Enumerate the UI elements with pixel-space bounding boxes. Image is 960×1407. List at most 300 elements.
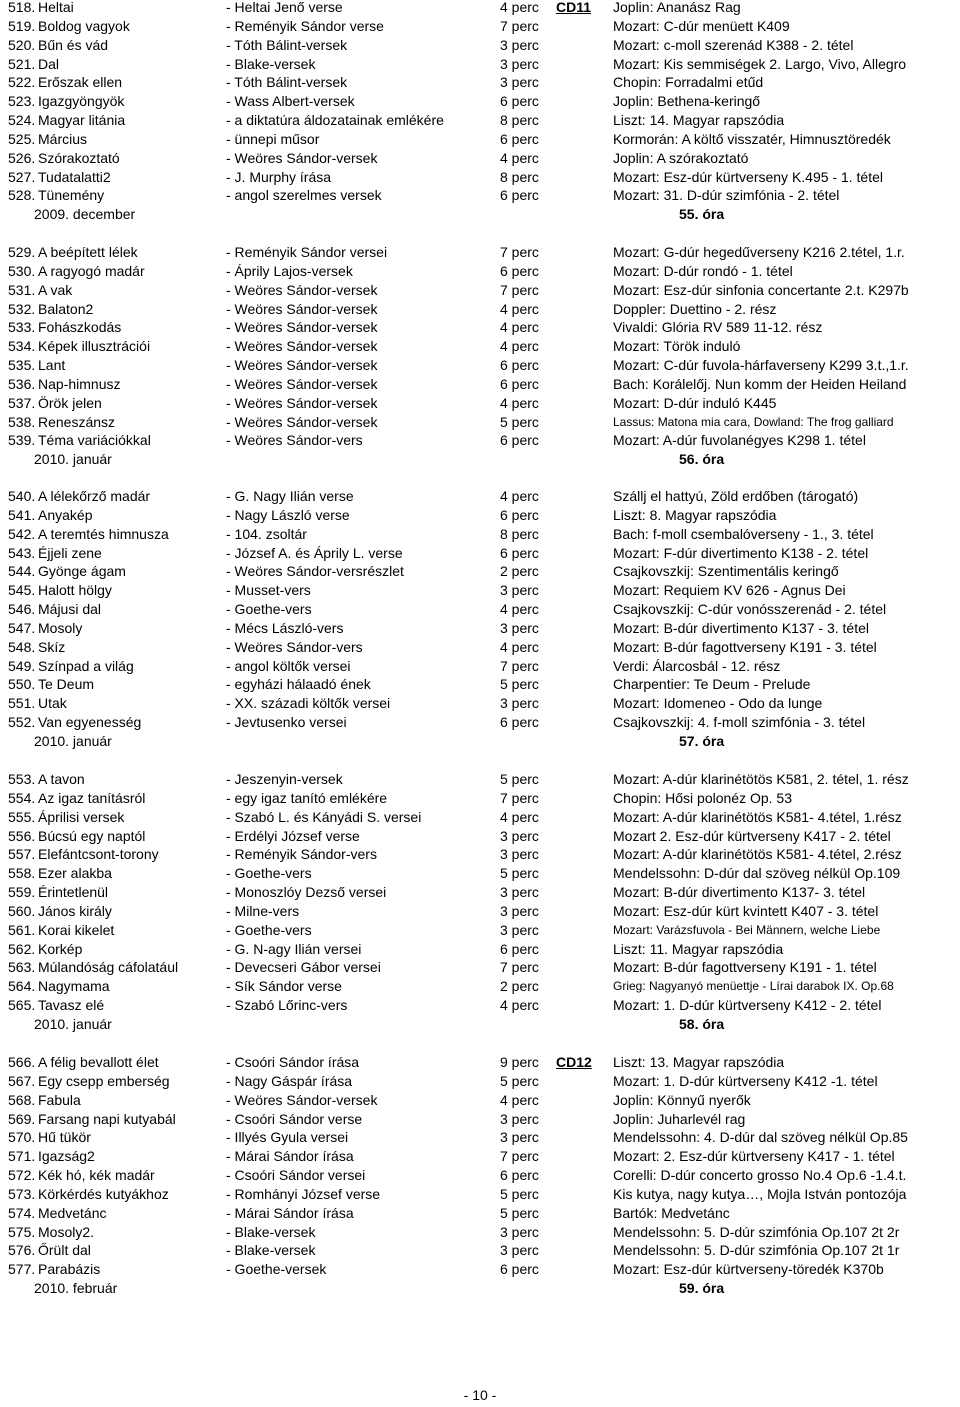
table-row — [0, 36, 960, 55]
lesson-hour: 57. óra — [679, 732, 725, 749]
entry-music: Csajkovszkij: C-dúr vonósszerenád - 2. tétel — [613, 601, 887, 618]
entry-music: Chopin: Hősi polonéz Op. 53 — [613, 789, 792, 806]
entry-title: A tavon — [38, 771, 85, 787]
entry-music: Verdi: Álarcosbál - 12. rész — [613, 657, 781, 674]
entry-source: - Márai Sándor írása — [226, 1148, 354, 1165]
entry-duration: 7 perc — [500, 281, 539, 298]
table-row — [0, 864, 960, 883]
entry-duration: 3 perc — [500, 1110, 539, 1127]
table-row — [0, 1260, 960, 1279]
entry-music: Mozart: Esz-dúr kürtverseny-töredék K370b — [613, 1261, 884, 1278]
entry-source: - Csoóri Sándor verse — [226, 1110, 363, 1127]
entry-number: 539. — [8, 432, 36, 449]
entry-number: 570. — [8, 1129, 36, 1146]
entry-source: - Milne-vers — [226, 902, 300, 919]
entry-title: Kék hó, kék madár — [38, 1167, 155, 1184]
group-57 — [0, 487, 960, 751]
entry-music: Mendelssohn: 4. D-dúr dal szöveg nélkül Op.85 — [613, 1129, 908, 1146]
entry-number: 566. — [8, 1054, 36, 1070]
entry-number: 522. — [8, 74, 36, 91]
entry-music: Doppler: Duettino - 2. rész — [613, 300, 777, 317]
table-row — [0, 1091, 960, 1110]
entry-number: 519. — [8, 17, 36, 34]
entry-title: Májusi dal — [38, 601, 102, 618]
entry-source: - Weöres Sándor-versek — [226, 300, 378, 317]
entry-duration: 5 perc — [500, 413, 539, 430]
entry-source: - Márai Sándor írása — [226, 1204, 354, 1221]
entry-number: 530. — [8, 262, 36, 279]
entry-duration: 6 perc — [500, 506, 539, 523]
entry-title: Dal — [38, 55, 60, 72]
entry-music: Liszt: 14. Magyar rapszódia — [613, 112, 785, 129]
table-row — [0, 562, 960, 581]
entry-title: Örök jelen — [38, 394, 102, 411]
entry-source: - G. N-agy Ilián versei — [226, 940, 362, 957]
entry-title: Tudatalatti2 — [38, 168, 111, 185]
entry-music: Mozart: Esz-dúr sinfonia concertante 2.t. K297b — [613, 281, 909, 298]
entry-source: - Sík Sándor verse — [226, 978, 342, 995]
entry-duration: 6 perc — [500, 357, 539, 374]
group-59 — [0, 1053, 960, 1298]
entry-title: Nap-himnusz — [38, 375, 121, 392]
entry-source: - Blake-versek — [226, 1223, 316, 1240]
table-row — [0, 1110, 960, 1129]
entry-number: 555. — [8, 808, 36, 825]
entry-number: 554. — [8, 789, 36, 806]
entry-source: - Goethe-vers — [226, 601, 312, 618]
entry-number: 540. — [8, 488, 36, 504]
entry-title: Skíz — [38, 638, 66, 655]
entry-number: 541. — [8, 506, 36, 523]
table-row — [0, 1223, 960, 1242]
entry-title: A teremtés himnusza — [38, 525, 169, 542]
entry-source: - Weöres Sándor-versek — [226, 375, 378, 392]
entry-music: Mozart: A-dúr klarinétötös K581- 4.tétel, 1.rész — [613, 808, 902, 825]
entry-duration: 3 perc — [500, 55, 539, 72]
entry-title: Lant — [38, 357, 66, 374]
entry-duration: 6 perc — [500, 714, 539, 731]
entry-source: - Áprily Lajos-versek — [226, 262, 353, 279]
entry-number: 549. — [8, 657, 36, 674]
entry-duration: 4 perc — [500, 149, 539, 166]
entry-music: Joplin: Könnyű nyerők — [613, 1091, 751, 1108]
entry-number: 558. — [8, 865, 36, 882]
entry-title: Te Deum — [38, 676, 95, 693]
entry-title: János király — [38, 902, 112, 919]
entry-duration: 7 perc — [500, 1148, 539, 1165]
entry-duration: 6 perc — [500, 940, 539, 957]
entry-source: - Goethe-vers — [226, 921, 312, 938]
entry-duration: 3 perc — [500, 884, 539, 901]
table-row — [0, 0, 960, 17]
table-row — [0, 544, 960, 563]
group-date: 2010. február — [34, 1280, 118, 1297]
entry-music: Mozart: D-dúr rondó - 1. tétel — [613, 262, 793, 279]
entry-source: - angol költők versei — [226, 657, 351, 674]
entry-duration: 5 perc — [500, 1072, 539, 1089]
entry-duration: 6 perc — [500, 544, 539, 561]
entry-source: - Tóth Bálint-versek — [226, 74, 348, 91]
entry-music: Liszt: 13. Magyar rapszódia — [613, 1054, 785, 1070]
entry-number: 572. — [8, 1167, 36, 1184]
entry-duration: 3 perc — [500, 74, 539, 91]
entry-number: 533. — [8, 319, 36, 336]
entry-source: - Weöres Sándor-versek — [226, 357, 378, 374]
entry-music: Mozart: B-dúr fagottverseny K191 - 3. tétel — [613, 638, 877, 655]
group-footer — [0, 450, 960, 469]
table-row — [0, 17, 960, 36]
entry-duration: 8 perc — [500, 112, 539, 129]
entry-duration: 3 perc — [500, 619, 539, 636]
entry-duration: 4 perc — [500, 319, 539, 336]
entry-source: - G. Nagy Ilián verse — [226, 488, 354, 504]
entry-number: 546. — [8, 601, 36, 618]
entry-number: 526. — [8, 149, 36, 166]
table-row — [0, 845, 960, 864]
entry-number: 544. — [8, 563, 36, 580]
entry-duration: 6 perc — [500, 432, 539, 449]
entry-source: - Illyés Gyula versei — [226, 1129, 349, 1146]
entry-title: Bűn és vád — [38, 36, 109, 53]
entry-number: 573. — [8, 1185, 36, 1202]
entry-duration: 7 perc — [500, 657, 539, 674]
table-row — [0, 375, 960, 394]
entry-source: - angol szerelmes versek — [226, 187, 382, 204]
entry-source: - Csoóri Sándor írása — [226, 1054, 360, 1070]
table-row — [0, 675, 960, 694]
entry-music: Mendelssohn: 5. D-dúr szimfónia Op.107 2t 1r — [613, 1242, 900, 1259]
entry-source: - a diktatúra áldozatainak emlékére — [226, 112, 444, 129]
entry-duration: 3 perc — [500, 1223, 539, 1240]
entry-duration: 2 perc — [500, 978, 539, 995]
entry-source: - Tóth Bálint-versek — [226, 36, 348, 53]
entry-number: 568. — [8, 1091, 36, 1108]
table-row — [0, 977, 960, 996]
entry-source: - Heltai Jenő verse — [226, 0, 343, 15]
entry-music: Corelli: D-dúr concerto grosso No.4 Op.6 -1.4.t. — [613, 1167, 907, 1184]
entry-title: Farsang napi kutyabál — [38, 1110, 176, 1127]
entry-title: Őrült dal — [38, 1242, 91, 1259]
entry-title: A vak — [38, 281, 73, 298]
entry-music: Mozart: A-dúr fuvolanégyes K298 1. tétel — [613, 432, 866, 449]
entry-duration: 4 perc — [500, 0, 539, 15]
entry-music: Mozart: A-dúr klarinétötös K581, 2. tétel, 1. rész — [613, 771, 909, 787]
entry-duration: 6 perc — [500, 130, 539, 147]
entry-source: - Szabó L. és Kányádi S. versei — [226, 808, 422, 825]
entry-music: Chopin: Forradalmi etűd — [613, 74, 764, 91]
entry-source: - Wass Albert-versek — [226, 93, 355, 110]
entry-duration: 7 perc — [500, 244, 539, 260]
entry-duration: 3 perc — [500, 695, 539, 712]
table-row — [0, 808, 960, 827]
group-date: 2010. január — [34, 1015, 112, 1032]
entry-source: - Romhányi József verse — [226, 1185, 381, 1202]
entry-number: 574. — [8, 1204, 36, 1221]
entry-music: Mozart: 1. D-dúr kürtverseny K412 -1. tétel — [613, 1072, 878, 1089]
group-footer — [0, 732, 960, 751]
table-row — [0, 506, 960, 525]
entry-music: Joplin: Bethena-keringő — [613, 93, 761, 110]
entry-source: - Weöres Sándor-versek — [226, 149, 378, 166]
entry-music: Mozart: A-dúr klarinétötös K581- 4.tétel, 2.rész — [613, 846, 902, 863]
table-row — [0, 149, 960, 168]
entry-number: 575. — [8, 1223, 36, 1240]
table-row — [0, 581, 960, 600]
entry-source: - Weöres Sándor-versek — [226, 281, 378, 298]
table-row — [0, 600, 960, 619]
entry-title: Korai kikelet — [38, 921, 115, 938]
group-56 — [0, 243, 960, 469]
table-row — [0, 657, 960, 676]
entry-music: Mozart: B-dúr fagottverseny K191 - 1. tétel — [613, 959, 877, 976]
table-row — [0, 130, 960, 149]
lesson-hour: 59. óra — [679, 1280, 725, 1297]
entry-number: 521. — [8, 55, 36, 72]
table-row — [0, 356, 960, 375]
entry-music: Mozart 2. Esz-dúr kürtverseny K417 - 2. tétel — [613, 827, 891, 844]
lesson-hour: 55. óra — [679, 206, 725, 223]
entry-number: 528. — [8, 187, 36, 204]
entry-source: - Weöres Sándor-versek — [226, 413, 378, 430]
entry-source: - Szabó Lőrinc-vers — [226, 997, 348, 1014]
entry-title: Tünemény — [38, 187, 105, 204]
entry-title: Körkérdés kutyákhoz — [38, 1185, 169, 1202]
entry-music: Mozart: Requiem KV 626 - Agnus Dei — [613, 582, 846, 599]
entry-duration: 8 perc — [500, 168, 539, 185]
entry-duration: 4 perc — [500, 488, 539, 504]
table-row — [0, 789, 960, 808]
entry-title: Szórakoztató — [38, 149, 120, 166]
table-row — [0, 827, 960, 846]
entry-source: - Weöres Sándor-versrészlet — [226, 563, 404, 580]
lesson-hour: 56. óra — [679, 451, 725, 468]
table-row — [0, 73, 960, 92]
entry-title: A félig bevallott élet — [38, 1054, 159, 1070]
entry-music: Joplin: A szórakoztató — [613, 149, 749, 166]
entry-duration: 4 perc — [500, 300, 539, 317]
table-row — [0, 1166, 960, 1185]
entry-title: Magyar litánia — [38, 112, 126, 129]
entry-duration: 4 perc — [500, 638, 539, 655]
entry-number: 520. — [8, 36, 36, 53]
table-row — [0, 996, 960, 1015]
table-row — [0, 619, 960, 638]
entry-number: 523. — [8, 93, 36, 110]
entry-source: - Weöres Sándor-vers — [226, 638, 363, 655]
entry-music: Csajkovszkij: 4. f-moll szimfónia - 3. tétel — [613, 714, 866, 731]
entry-music: Joplin: Juharlevél rag — [613, 1110, 746, 1127]
group-55 — [0, 0, 960, 224]
entry-source: - Reményik Sándor versei — [226, 244, 388, 260]
entry-music: Charpentier: Te Deum - Prelude — [613, 676, 811, 693]
entry-title: Március — [38, 130, 88, 147]
table-row — [0, 1072, 960, 1091]
entry-title: Reneszánsz — [38, 413, 116, 430]
entry-music: Mozart: F-dúr divertimento K138 - 2. tétel — [613, 544, 869, 561]
group-footer — [0, 1015, 960, 1034]
table-row — [0, 111, 960, 130]
entry-title: Medvetánc — [38, 1204, 107, 1221]
entry-number: 545. — [8, 582, 36, 599]
group-date: 2010. január — [34, 451, 112, 468]
entry-source: - Musset-vers — [226, 582, 311, 599]
entry-music: Grieg: Nagyanyó menüettje - Lírai darabok IX. Op.68 — [613, 979, 894, 994]
entry-duration: 6 perc — [500, 375, 539, 392]
entry-title: Parabázis — [38, 1261, 101, 1278]
entry-duration: 8 perc — [500, 525, 539, 542]
entry-duration: 4 perc — [500, 338, 539, 355]
entry-number: 560. — [8, 902, 36, 919]
entry-title: Elefántcsont-torony — [38, 846, 159, 863]
entry-duration: 5 perc — [500, 1204, 539, 1221]
entry-number: 527. — [8, 168, 36, 185]
entry-number: 551. — [8, 695, 36, 712]
entry-number: 562. — [8, 940, 36, 957]
entry-number: 548. — [8, 638, 36, 655]
entry-duration: 5 perc — [500, 676, 539, 693]
table-row — [0, 281, 960, 300]
entry-title: Anyakép — [38, 506, 93, 523]
entry-title: Érintetlenül — [38, 884, 109, 901]
entry-title: Igazság2 — [38, 1148, 95, 1165]
entry-title: Áprilisi versek — [38, 808, 125, 825]
entry-music: Kis kutya, nagy kutya…, Mojla István pontozója — [613, 1185, 907, 1202]
entry-duration: 4 perc — [500, 808, 539, 825]
entry-number: 550. — [8, 676, 36, 693]
entry-source: - Reményik Sándor-vers — [226, 846, 377, 863]
table-row — [0, 1147, 960, 1166]
entry-music: Mozart: Esz-dúr kürt kvintett K407 - 3. tétel — [613, 902, 879, 919]
entry-source: - Goethe-vers — [226, 865, 312, 882]
entry-source: - Mécs László-vers — [226, 619, 344, 636]
entry-duration: 3 perc — [500, 921, 539, 938]
group-date: 2009. december — [34, 206, 136, 223]
entry-duration: 9 perc — [500, 1054, 539, 1070]
entry-title: Ezer alakba — [38, 865, 112, 882]
entry-title: Gyönge ágam — [38, 563, 126, 580]
entry-source: - Blake-versek — [226, 55, 316, 72]
entry-music: Mozart: 31. D-dúr szimfónia - 2. tétel — [613, 187, 840, 204]
entry-title: Mosoly — [38, 619, 83, 636]
entry-source: - Weöres Sándor-versek — [226, 1091, 378, 1108]
table-row — [0, 883, 960, 902]
entry-duration: 7 perc — [500, 789, 539, 806]
entry-duration: 6 perc — [500, 1167, 539, 1184]
table-row — [0, 1128, 960, 1147]
entry-music: Mozart: 2. Esz-dúr kürtverseny K417 - 1. tétel — [613, 1148, 895, 1165]
table-row — [0, 55, 960, 74]
entry-music: Lassus: Matona mia cara, Dowland: The frog galliard — [613, 414, 894, 429]
group-footer — [0, 1279, 960, 1298]
entry-music: Mozart: C-dúr menüett K409 — [613, 17, 790, 34]
entry-duration: 3 perc — [500, 1129, 539, 1146]
entry-number: 543. — [8, 544, 36, 561]
entry-source: - Weöres Sándor-versek — [226, 338, 378, 355]
entry-source: - József A. és Áprily L. verse — [226, 544, 403, 561]
entry-music: Vivaldi: Glória RV 589 11-12. rész — [613, 319, 823, 336]
entry-duration: 4 perc — [500, 394, 539, 411]
entry-number: 534. — [8, 338, 36, 355]
entry-music: Mendelssohn: D-dúr dal szöveg nélkül Op.109 — [613, 865, 901, 882]
table-row — [0, 958, 960, 977]
entry-music: Mozart: D-dúr induló K445 — [613, 394, 777, 411]
entry-source: - egy igaz tanító emlékére — [226, 789, 388, 806]
table-row — [0, 413, 960, 432]
table-row — [0, 92, 960, 111]
table-row — [0, 902, 960, 921]
table-row — [0, 1241, 960, 1260]
entry-number: 536. — [8, 375, 36, 392]
entry-music: Mozart: B-dúr divertimento K137 - 3. tétel — [613, 619, 869, 636]
entry-source: - Erdélyi József verse — [226, 827, 360, 844]
entry-source: - Blake-versek — [226, 1242, 316, 1259]
table-row — [0, 243, 960, 262]
table-row — [0, 921, 960, 940]
entry-music: Liszt: 11. Magyar rapszódia — [613, 940, 784, 957]
entry-number: 564. — [8, 978, 36, 995]
entry-number: 565. — [8, 997, 36, 1014]
table-row — [0, 394, 960, 413]
entry-number: 547. — [8, 619, 36, 636]
entry-music: Bartók: Medvetánc — [613, 1204, 730, 1221]
entry-number: 542. — [8, 525, 36, 542]
entry-title: Erőszak ellen — [38, 74, 123, 91]
cd-label: CD11 — [556, 0, 592, 15]
entry-source: - Nagy László verse — [226, 506, 350, 523]
entry-source: - Monoszlóy Dezső versei — [226, 884, 387, 901]
table-row — [0, 940, 960, 959]
entry-title: Boldog vagyok — [38, 17, 130, 34]
table-row — [0, 694, 960, 713]
entry-number: 576. — [8, 1242, 36, 1259]
entry-title: Nagymama — [38, 978, 110, 995]
entry-music: Mozart: B-dúr divertimento K137- 3. tétel — [613, 884, 866, 901]
table-row — [0, 487, 960, 506]
entry-number: 552. — [8, 714, 36, 731]
entry-source: - Jeszenyin-versek — [226, 771, 343, 787]
entry-duration: 6 perc — [500, 262, 539, 279]
entry-number: 556. — [8, 827, 36, 844]
group-58 — [0, 770, 960, 1034]
table-row — [0, 770, 960, 789]
entry-source: - J. Murphy írása — [226, 168, 332, 185]
entry-title: Mosoly2. — [38, 1223, 95, 1240]
group-date: 2010. január — [34, 732, 112, 749]
table-row — [0, 525, 960, 544]
entry-source: - Reményik Sándor verse — [226, 17, 384, 34]
entry-title: Korkép — [38, 940, 83, 957]
table-row — [0, 713, 960, 732]
entry-title: Az igaz tanításról — [38, 789, 146, 806]
entry-duration: 7 perc — [500, 959, 539, 976]
cd-label: CD12 — [556, 1054, 592, 1070]
entry-title: Igazgyöngyök — [38, 93, 125, 110]
entry-source: - Weöres Sándor-versek — [226, 319, 378, 336]
entry-title: Egy csepp emberség — [38, 1072, 170, 1089]
entry-title: Búcsú egy naptól — [38, 827, 146, 844]
entry-title: A ragyogó madár — [38, 262, 145, 279]
table-row — [0, 186, 960, 205]
entry-number: 561. — [8, 921, 36, 938]
entry-source: - Weöres Sándor-versek — [226, 394, 378, 411]
table-row — [0, 431, 960, 450]
entry-duration: 6 perc — [500, 187, 539, 204]
table-row — [0, 300, 960, 319]
table-row — [0, 262, 960, 281]
entry-source: - XX. századi költők versei — [226, 695, 391, 712]
entry-music: Mozart: c-moll szerenád K388 - 2. tétel — [613, 36, 854, 53]
entry-source: - ünnepi műsor — [226, 130, 320, 147]
